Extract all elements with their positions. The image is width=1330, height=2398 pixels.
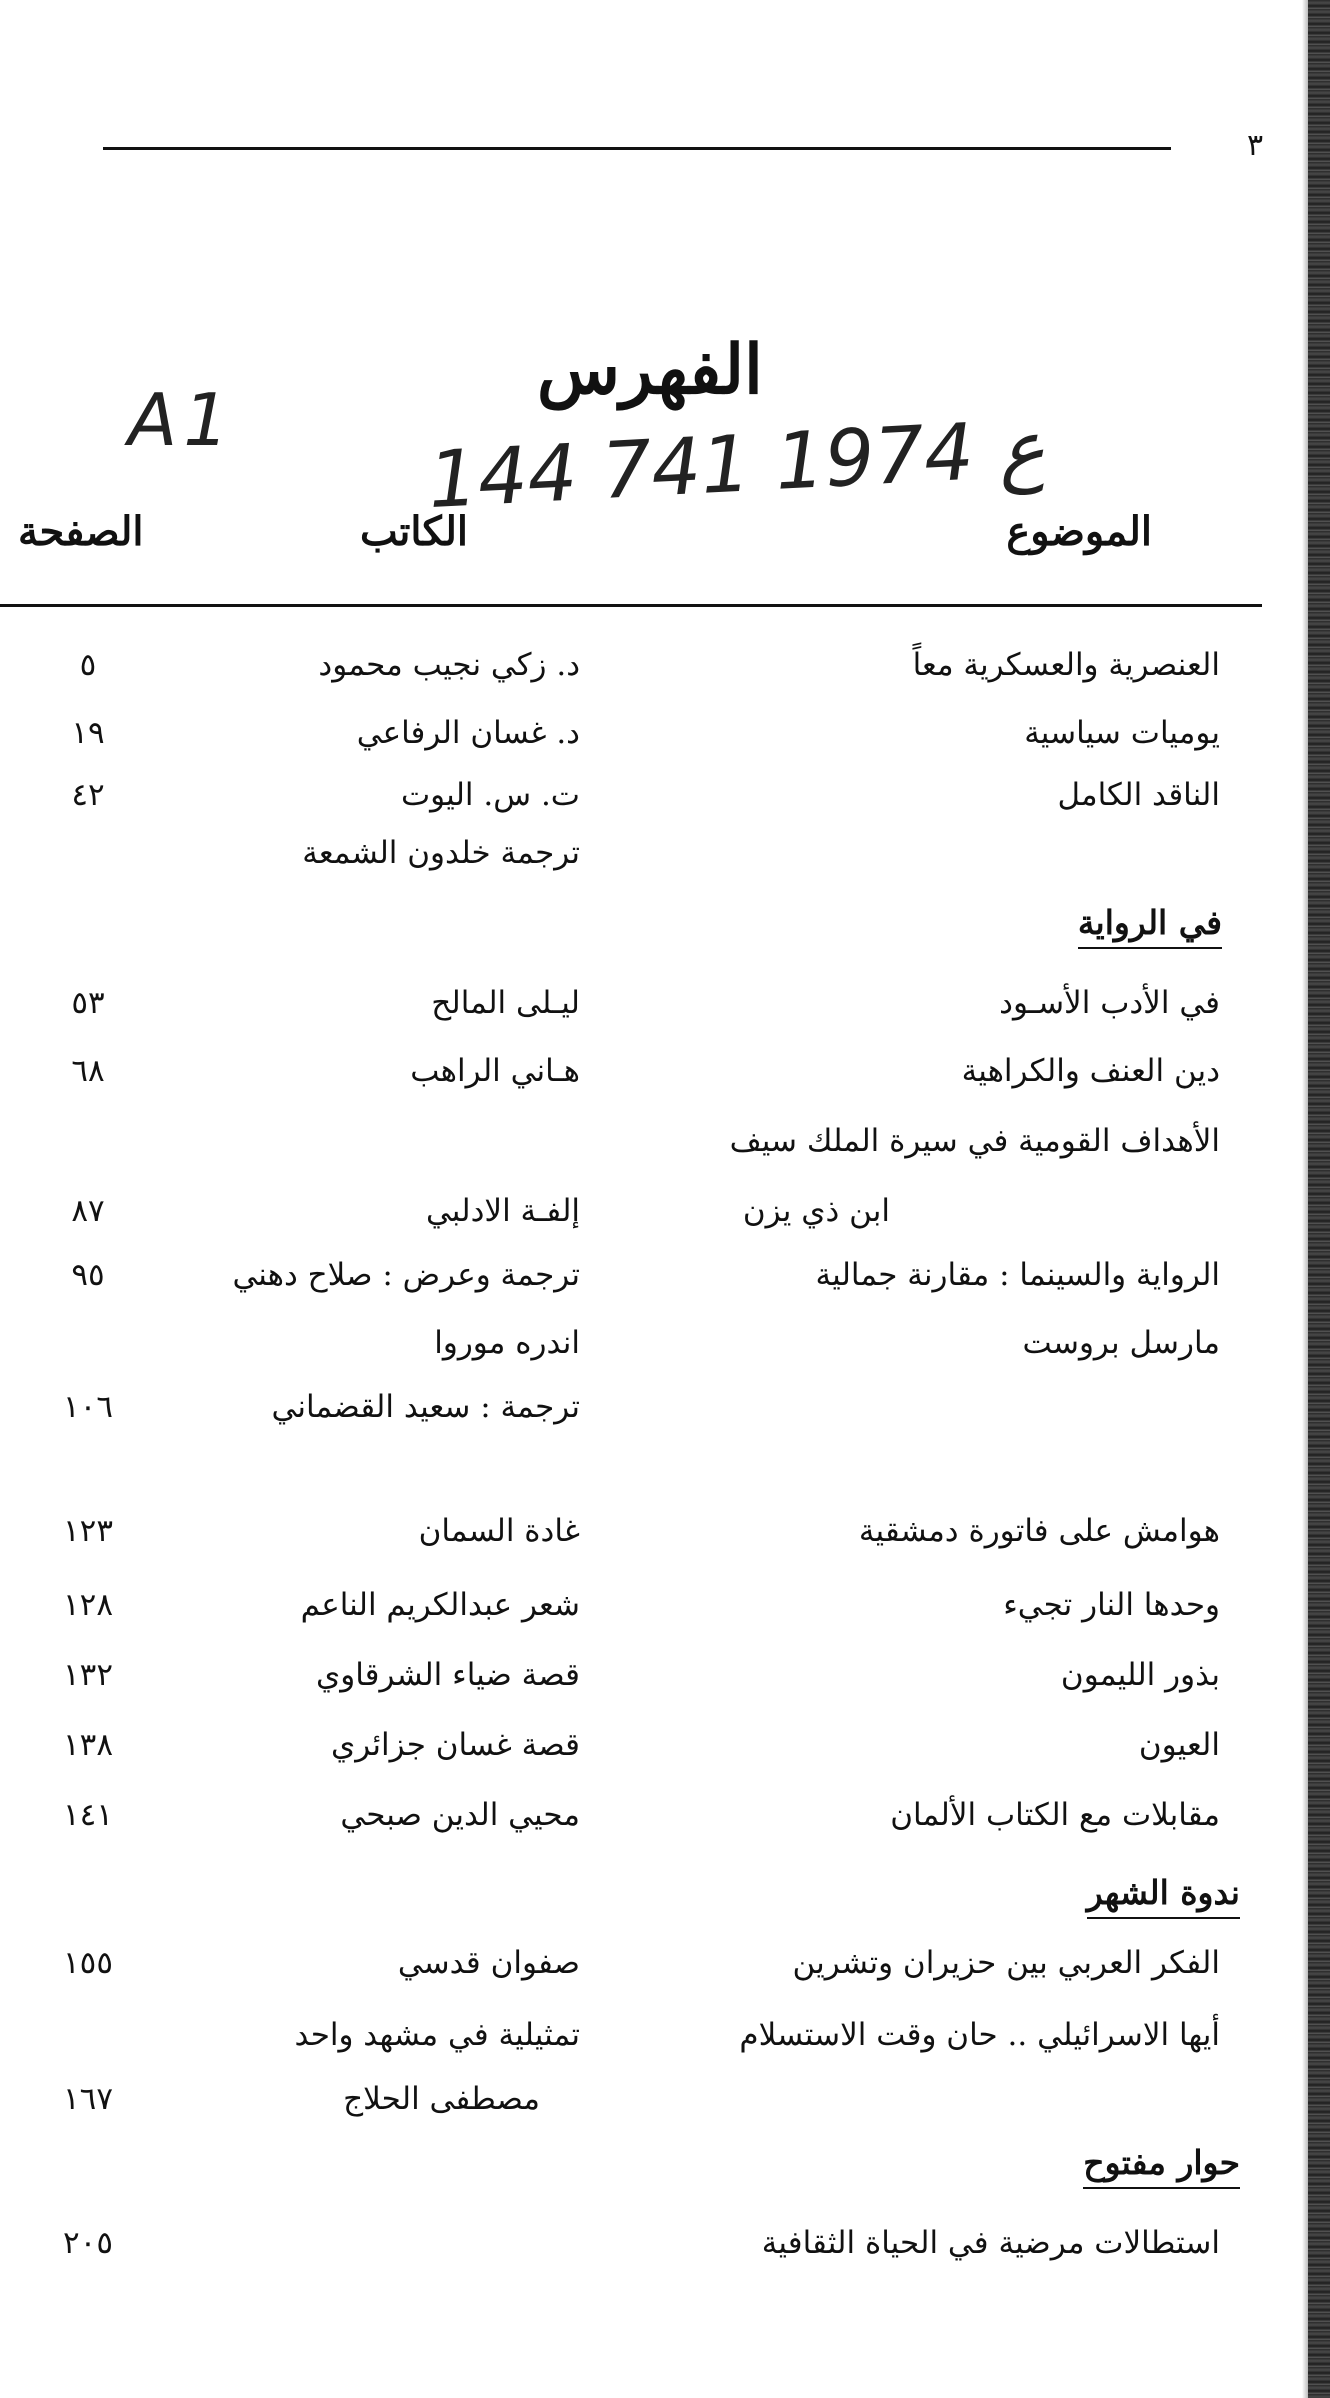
toc-entry-author: د. غسان الرفاعي	[356, 715, 580, 751]
page-number: ٣	[1246, 128, 1264, 163]
toc-entry-page: ١٣٨	[63, 1727, 113, 1763]
toc-entry-author: محيي الدين صبحي	[340, 1797, 580, 1833]
section-heading-month-symposium: ندوة الشهر	[1087, 1876, 1240, 1919]
toc-entry-page: ١٤١	[63, 1797, 113, 1833]
toc-entry-page: ١٣٢	[63, 1657, 113, 1693]
toc-entry-page: ٦٨	[71, 1053, 105, 1089]
toc-entry-page: ٤٢	[71, 777, 105, 813]
column-header-page: الصفحة	[18, 508, 144, 555]
toc-entry-author: اندره موروا	[434, 1325, 580, 1361]
toc-entry-page: ١٠٦	[63, 1389, 113, 1425]
page-title: الفهرس	[537, 330, 763, 410]
toc-entry-topic: الرواية والسينما : مقارنة جمالية	[815, 1257, 1220, 1293]
toc-entry-author: إلفـة الادلبي	[425, 1193, 580, 1229]
toc-entry-author: هـاني الراهب	[410, 1053, 580, 1089]
toc-entry-topic: يوميات سياسية	[1024, 715, 1220, 751]
toc-entry-author: تمثيلية في مشهد واحد	[294, 2017, 580, 2053]
toc-entry-topic: بذور الليمون	[1060, 1657, 1220, 1693]
toc-entry-topic: الفكر العربي بين حزيران وتشرين	[792, 1945, 1220, 1981]
book-spine-edge	[1308, 0, 1330, 2398]
toc-entry-author: ترجمة خلدون الشمعة	[302, 835, 580, 871]
toc-entry-author: ليـلى المالح	[431, 985, 580, 1021]
toc-entry-page: ٥٣	[71, 985, 105, 1021]
toc-entry-author: شعر عبدالكريم الناعم	[300, 1587, 580, 1623]
toc-entry-topic: دين العنف والكراهية	[961, 1053, 1220, 1089]
toc-entry-page: ١٢٣	[63, 1513, 113, 1549]
toc-entry-page: ١٥٥	[63, 1945, 113, 1981]
toc-entry-topic: وحدها النار تجيء	[1003, 1587, 1220, 1623]
toc-entry-topic: ابن ذي يزن	[742, 1193, 890, 1229]
column-header-topic: الموضوع	[1006, 508, 1152, 555]
toc-entry-author: قصة غسان جزائري	[331, 1727, 580, 1763]
toc-entry-page: ٨٧	[71, 1193, 105, 1229]
toc-entry-topic: استطالات مرضية في الحياة الثقافية	[761, 2225, 1220, 2261]
toc-entry-page: ١٢٨	[63, 1587, 113, 1623]
top-rule	[103, 147, 1171, 150]
toc-entry-topic: مقابلات مع الكتاب الألمان	[890, 1797, 1220, 1833]
handwritten-note-left: A1	[128, 378, 236, 462]
toc-entry-page: ٥	[79, 647, 97, 683]
toc-entry-author: قصة ضياء الشرقاوي	[315, 1657, 580, 1693]
column-header-author: الكاتب	[360, 508, 468, 555]
toc-entry-topic: هوامش على فاتورة دمشقية	[858, 1513, 1220, 1549]
toc-entry-topic: في الأدب الأسـود	[999, 985, 1220, 1021]
section-heading-novel: في الرواية	[1078, 906, 1222, 949]
toc-entry-page: ٩٥	[71, 1257, 105, 1293]
toc-entry-author: صفوان قدسي	[397, 1945, 580, 1981]
toc-entry-page: ١٩	[71, 715, 105, 751]
toc-entry-author: د. زكي نجيب محمود	[318, 647, 580, 683]
toc-entry-page: ١٦٧	[63, 2081, 113, 2117]
toc-entry-page: ٢٠٥	[63, 2225, 113, 2261]
toc-entry-topic: أيها الاسرائيلي .. حان وقت الاستسلام	[739, 2017, 1220, 2053]
toc-entry-author: مصطفى الحلاج	[343, 2081, 540, 2117]
toc-entry-author: غادة السمان	[418, 1513, 580, 1549]
toc-entry-author: ت. س. اليوت	[400, 777, 580, 813]
toc-entry-topic: الناقد الكامل	[1057, 777, 1220, 813]
toc-entry-topic: العنصرية والعسكرية معاً	[912, 647, 1220, 683]
toc-entry-topic: العيون	[1138, 1727, 1220, 1763]
toc-entry-author: ترجمة وعرض : صلاح دهني	[232, 1257, 580, 1293]
toc-entry-author: ترجمة : سعيد القضماني	[271, 1389, 580, 1425]
handwritten-note-right: 144 ع 1974 741	[426, 403, 1048, 527]
toc-entry-topic: الأهداف القومية في سيرة الملك سيف	[729, 1123, 1220, 1159]
header-rule	[0, 604, 1262, 607]
toc-entry-topic: مارسل بروست	[1022, 1325, 1220, 1361]
section-heading-open-dialogue: حوار مفتوح	[1083, 2146, 1240, 2189]
